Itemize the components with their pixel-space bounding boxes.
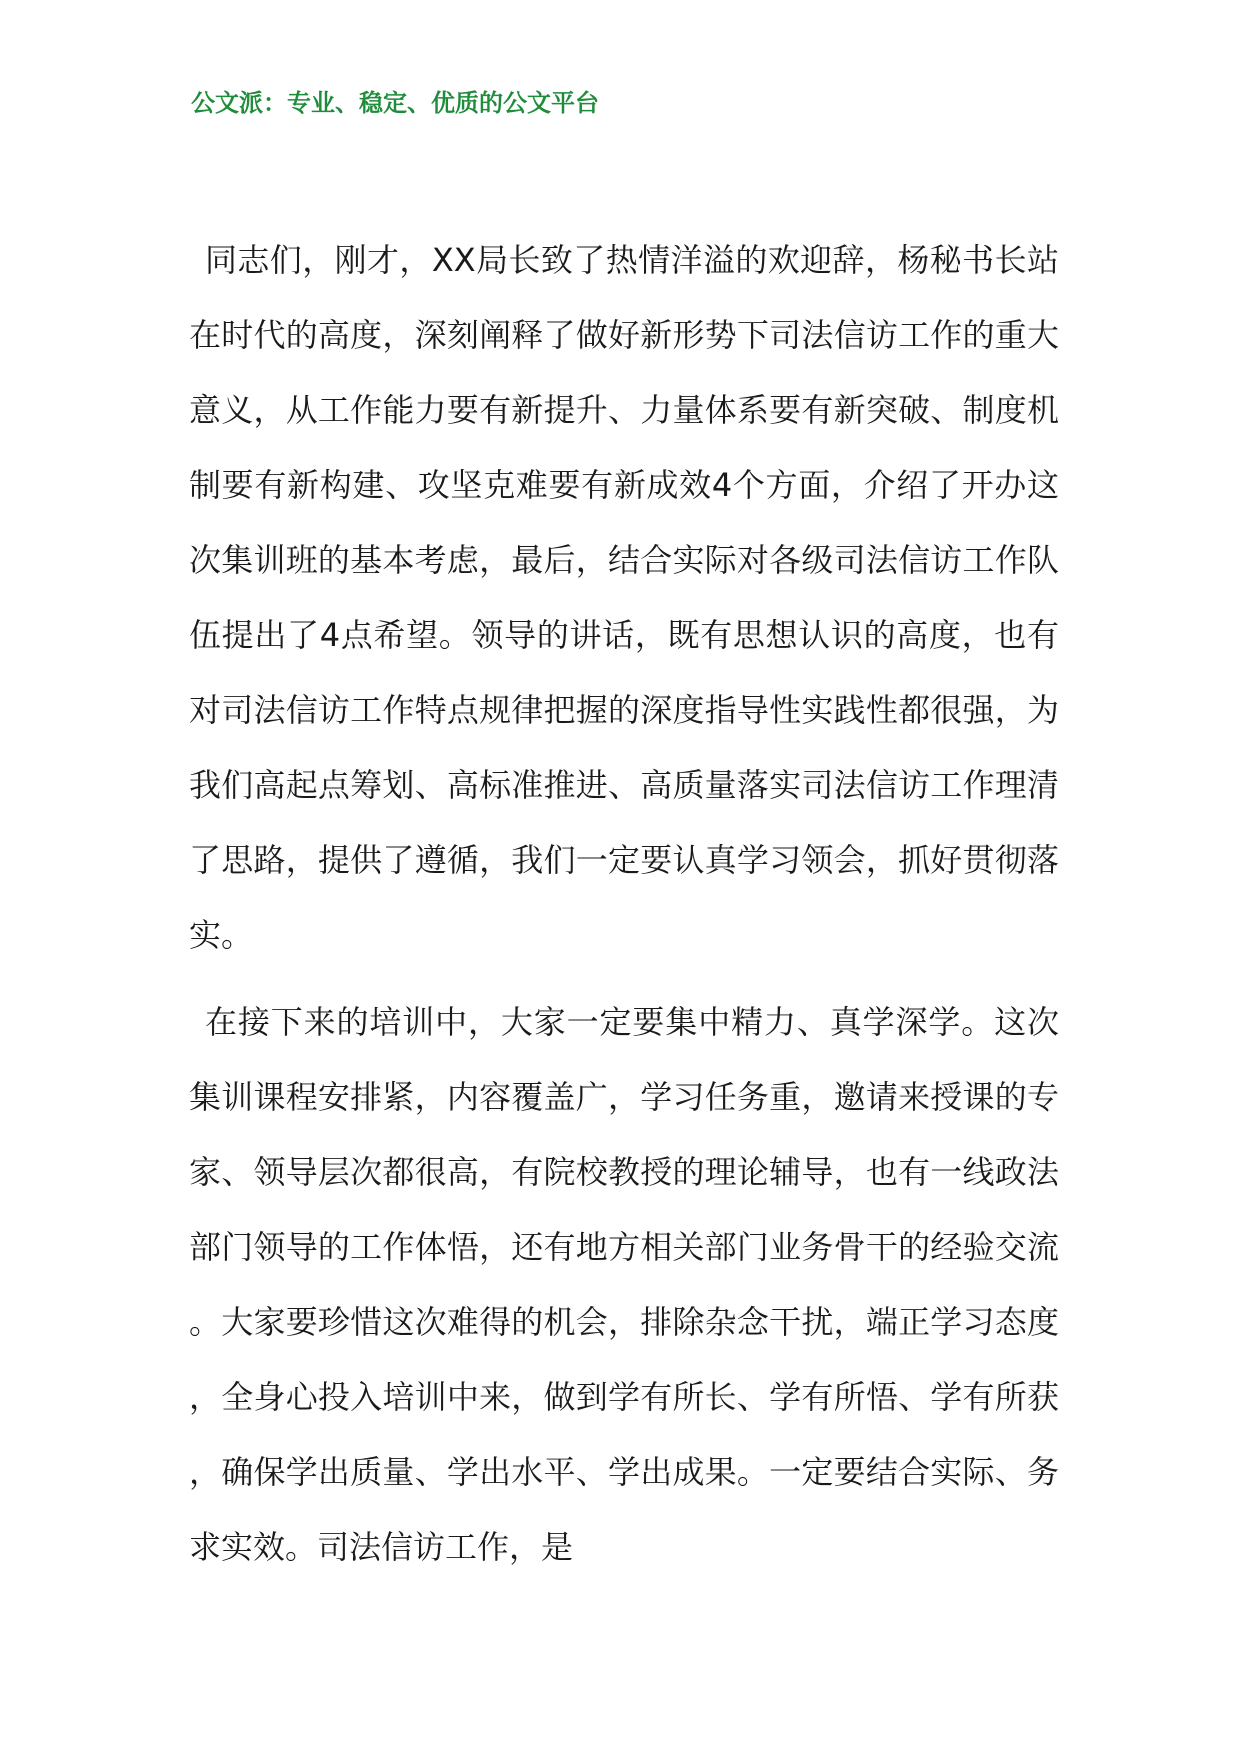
paragraph-1: 同志们，刚才，XX局长致了热情洋溢的欢迎辞，杨秘书长站在时代的高度，深刻阐释了做好新形势下司法信访工作的重大意义，从工作能力要有新提升、力量体系要有新突破、制度机制要有新构建、攻坚克难要有新成效4个方面，介绍了开办这次集训班的基本考虑，最后，结合实际对各级司法信访工作队伍提出了4点希望。领导的讲话，既有思想认识的高度，也有对司法信访工作特点规律把握的深度指导性实践性都很强，为我们高起点筹划、高标准推进、高质量落实司法信访工作理清了思路，提供了遵循，我们一定要认真学习领会，抓好贯彻落实。 bbox=[189, 241, 1059, 954]
paragraph-2: 在接下来的培训中，大家一定要集中精力、真学深学。这次集训课程安排紧，内容覆盖广，学习任务重，邀请来授课的专家、领导层次都很高，有院校教授的理论辅导，也有一线政法部门领导的工作体悟，还有地方相关部门业务骨干的经验交流。大家要珍惜这次难得的机会，排除杂念干扰，端正学习态度，全身心投入培训中来，做到学有所长、学有所悟、学有所获，确保学出质量、学出水平、学出成果。一定要结合实际、务求实效。司法信访工作，是 bbox=[189, 1003, 1059, 1566]
body-text bbox=[189, 223, 1059, 1597]
header-banner: 公文派：专业、稳定、优质的公文平台 bbox=[191, 88, 599, 117]
